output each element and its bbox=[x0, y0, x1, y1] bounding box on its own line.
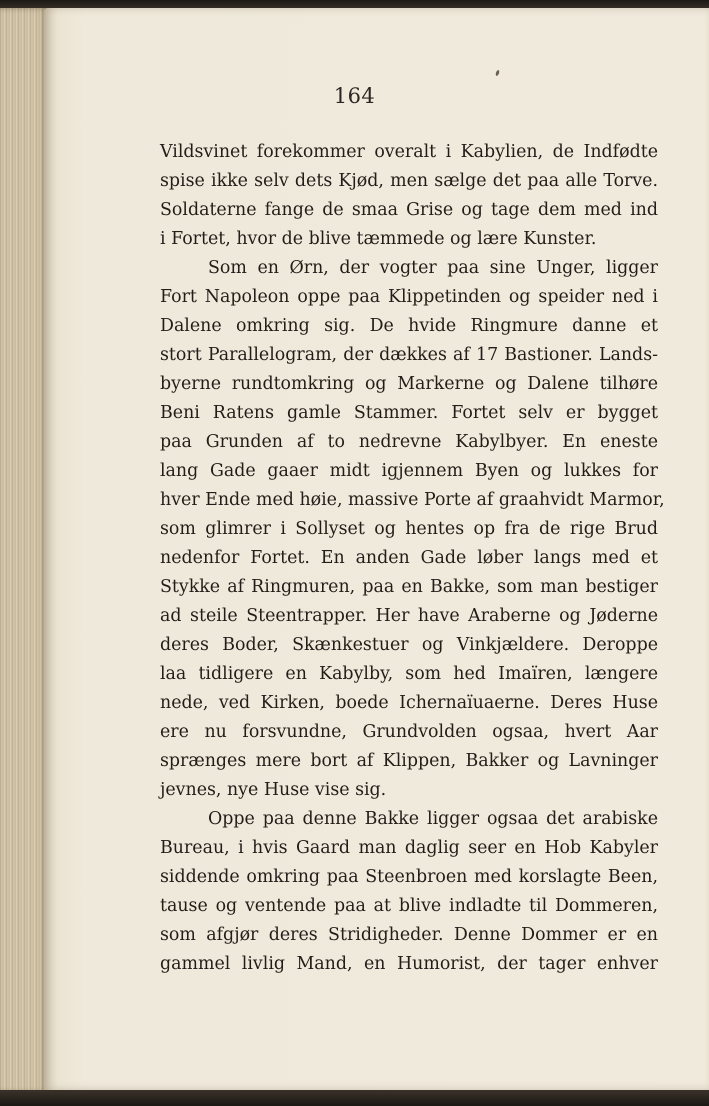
text-line: i Fortet, hvor de blive tæmmede og lære Kunster. bbox=[160, 229, 597, 249]
text-line: gammel livlig Mand, en Humorist, der tager enhver bbox=[160, 954, 658, 974]
text-line: lang Gade gaaer midt igjennem Byen og lukkes for bbox=[160, 461, 658, 481]
text-line: Som en Ørn, der vogter paa sine Unger, ligger bbox=[208, 258, 658, 278]
text-line: som afgjør deres Stridigheder. Denne Dommer er en bbox=[160, 925, 658, 945]
book-spine bbox=[0, 8, 48, 1092]
text-line: ad steile Steentrapper. Her have Araberne og Jøderne bbox=[160, 606, 658, 626]
text-line: byerne rundtomkring og Markerne og Dalene tilhøre bbox=[160, 374, 658, 394]
text-line: Bureau, i hvis Gaard man daglig seer en Hob Kabyler bbox=[160, 838, 658, 858]
text-line: nede, ved Kirken, boede Ichernaïuaerne. Deres Huse bbox=[160, 693, 658, 713]
text-line: Stykke af Ringmuren, paa en Bakke, som man bestiger bbox=[160, 577, 658, 597]
page-number: 164 bbox=[333, 84, 376, 108]
text-line: ere nu forsvundne, Grundvolden ogsaa, hvert Aar bbox=[160, 722, 658, 742]
text-line: Soldaterne fange de smaa Grise og tage dem med ind bbox=[160, 200, 658, 220]
text-line: Beni Ratens gamle Stammer. Fortet selv er bygget bbox=[160, 403, 658, 423]
body-text bbox=[160, 138, 665, 979]
text-line: Vildsvinet forekommer overalt i Kabylien, de Indfødte bbox=[160, 142, 658, 162]
text-line: Fort Napoleon oppe paa Klippetinden og speider ned i bbox=[160, 287, 658, 307]
book-bottom-edge bbox=[0, 1090, 709, 1106]
text-line: paa Grunden af to nedrevne Kabylbyer. En eneste bbox=[160, 432, 658, 452]
text-line: nedenfor Fortet. En anden Gade løber langs med et bbox=[160, 548, 658, 568]
text-line: som glimrer i Sollyset og hentes op fra de rige Brud bbox=[160, 519, 658, 539]
text-line: Dalene omkring sig. De hvide Ringmure danne et bbox=[160, 316, 658, 336]
text-line: Oppe paa denne Bakke ligger ogsaa det arabiske bbox=[208, 809, 658, 829]
text-line: deres Boder, Skænkestuer og Vinkjældere. Deroppe bbox=[160, 635, 658, 655]
text-line: jevnes, nye Huse vise sig. bbox=[160, 780, 387, 800]
text-line: stort Parallelogram, der dækkes af 17 Bastioner. Lands- bbox=[160, 345, 658, 365]
text-line: tause og ventende paa at blive indladte til Dommeren, bbox=[160, 896, 658, 916]
text-line: hver Ende med høie, massive Porte af graahvidt Marmor, bbox=[160, 490, 665, 510]
text-line: sprænges mere bort af Klippen, Bakker og Lavninger bbox=[160, 751, 658, 771]
text-line: spise ikke selv dets Kjød, men sælge det paa alle Torve. bbox=[160, 171, 658, 191]
text-line: laa tidligere en Kabylby, som hed Imaïren, længere bbox=[160, 664, 658, 684]
text-line: siddende omkring paa Steenbroen med korslagte Been, bbox=[160, 867, 658, 887]
